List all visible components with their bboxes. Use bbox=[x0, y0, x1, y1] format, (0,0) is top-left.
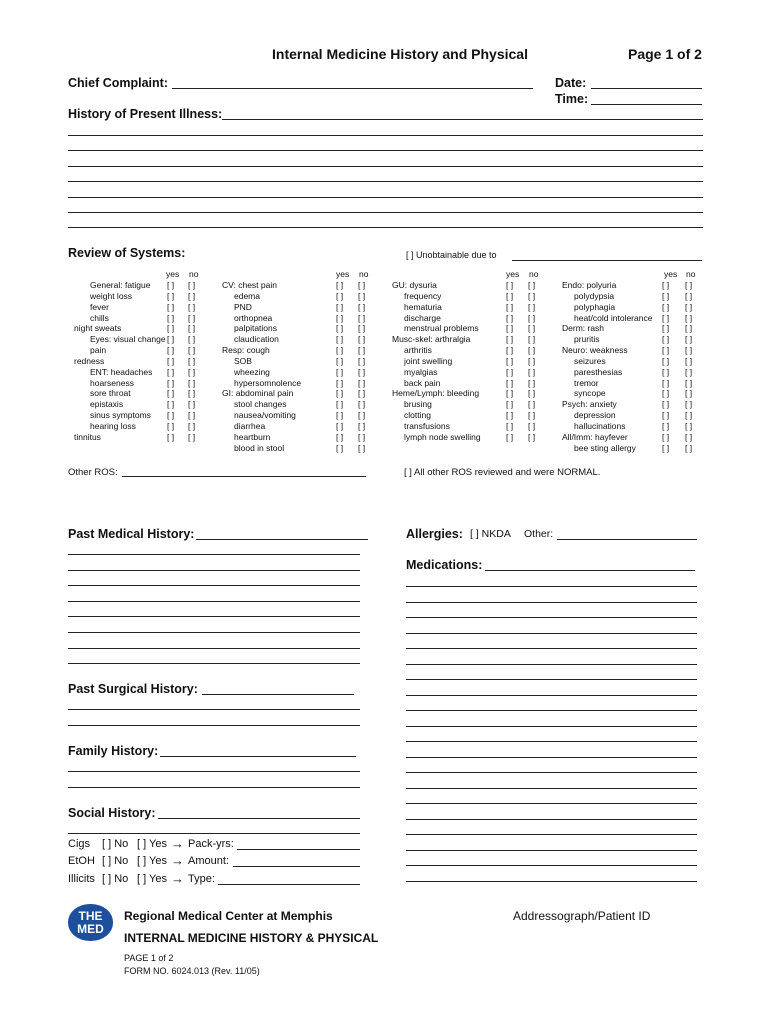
medications-line[interactable] bbox=[406, 819, 697, 820]
arrow-icon: → bbox=[171, 853, 184, 868]
ros-item-label: Heme/Lymph: bleeding bbox=[392, 388, 480, 399]
ros-no-checkbox[interactable]: [ ] bbox=[188, 301, 196, 312]
other-ros-field[interactable] bbox=[122, 476, 366, 477]
ros-item-label: sore throat bbox=[90, 388, 131, 399]
sh-label: Social History: bbox=[68, 806, 156, 820]
medications-line[interactable] bbox=[485, 570, 695, 571]
psh-line[interactable] bbox=[68, 725, 360, 726]
ros-yes-checkbox[interactable]: [ ] bbox=[336, 312, 344, 323]
pmh-line[interactable] bbox=[68, 648, 360, 649]
ros-item-label: pruritis bbox=[574, 334, 600, 345]
ros-item-label: Derm: rash bbox=[562, 323, 605, 334]
ros-yes-checkbox[interactable]: [ ] bbox=[167, 431, 175, 442]
illicits-no-checkbox[interactable]: [ ] No bbox=[102, 873, 129, 885]
ros-no-checkbox[interactable]: [ ] bbox=[528, 410, 536, 421]
fh-label: Family History: bbox=[68, 744, 159, 758]
ros-yes-checkbox[interactable]: [ ] bbox=[506, 420, 514, 431]
ros-no-header: no bbox=[686, 269, 696, 279]
ros-no-checkbox[interactable]: [ ] bbox=[358, 388, 366, 399]
ros-item-label: GU: dysuria bbox=[392, 280, 437, 290]
chief-complaint-field[interactable] bbox=[172, 88, 533, 89]
ros-no-checkbox[interactable]: [ ] bbox=[188, 355, 196, 366]
ros-no-checkbox[interactable]: [ ] bbox=[188, 431, 196, 442]
ros-item-label: redness bbox=[74, 355, 105, 366]
ros-yes-checkbox[interactable]: [ ] bbox=[167, 388, 175, 399]
ros-no-checkbox[interactable]: [ ] bbox=[685, 442, 693, 453]
ros-yes-checkbox[interactable]: [ ] bbox=[167, 312, 175, 323]
ros-item-label: arthritis bbox=[404, 345, 432, 356]
ros-yes-checkbox[interactable]: [ ] bbox=[506, 345, 514, 356]
ros-no-checkbox[interactable]: [ ] bbox=[528, 345, 536, 356]
ros-item-label: palpitations bbox=[234, 323, 278, 334]
ros-item-label: heartburn bbox=[234, 431, 271, 442]
medications-line[interactable] bbox=[406, 865, 697, 866]
form-number: FORM NO. 6024.013 (Rev. 11/05) bbox=[124, 966, 260, 976]
ros-no-checkbox[interactable]: [ ] bbox=[358, 420, 366, 431]
ros-no-checkbox[interactable]: [ ] bbox=[528, 431, 536, 442]
ros-item-label: claudication bbox=[234, 334, 279, 345]
ros-yes-checkbox[interactable]: [ ] bbox=[167, 366, 175, 377]
ros-no-header: no bbox=[529, 269, 539, 279]
footer-form-title: INTERNAL MEDICINE HISTORY & PHYSICAL bbox=[124, 931, 379, 945]
hpi-line[interactable] bbox=[68, 227, 703, 228]
arrow-icon: → bbox=[171, 871, 184, 886]
ros-item-label: hearing loss bbox=[90, 420, 136, 431]
medications-line[interactable] bbox=[406, 741, 697, 742]
ros-no-checkbox[interactable]: [ ] bbox=[685, 323, 693, 334]
ros-no-checkbox[interactable]: [ ] bbox=[188, 420, 196, 431]
allergies-other-field[interactable] bbox=[557, 539, 697, 540]
ros-yes-checkbox[interactable]: [ ] bbox=[167, 399, 175, 410]
ros-item-label: All/Imm: hayfever bbox=[562, 431, 628, 442]
psh-line[interactable] bbox=[202, 694, 354, 695]
ros-item-label: hematuria bbox=[404, 301, 442, 312]
ros-yes-checkbox[interactable]: [ ] bbox=[336, 355, 344, 366]
ros-yes-checkbox[interactable]: [ ] bbox=[662, 301, 670, 312]
ros-yes-checkbox[interactable]: [ ] bbox=[506, 301, 514, 312]
date-field[interactable] bbox=[591, 88, 702, 89]
ros-item-label: hypersomnolence bbox=[234, 377, 302, 388]
ros-item-label: Endo: polyuria bbox=[562, 280, 617, 290]
ros-yes-checkbox[interactable]: [ ] bbox=[167, 301, 175, 312]
medications-line[interactable] bbox=[406, 695, 697, 696]
ros-yes-checkbox[interactable]: [ ] bbox=[506, 334, 514, 345]
ros-item-label: hallucinations bbox=[574, 420, 626, 431]
ros-no-checkbox[interactable]: [ ] bbox=[188, 290, 196, 301]
ros-yes-checkbox[interactable]: [ ] bbox=[336, 334, 344, 345]
ros-item-label: hoarseness bbox=[90, 377, 134, 388]
medications-line[interactable] bbox=[406, 803, 697, 804]
psh-line[interactable] bbox=[68, 709, 360, 710]
allergies-label: Allergies: bbox=[406, 527, 463, 541]
ros-no-checkbox[interactable]: [ ] bbox=[528, 388, 536, 399]
ros-no-checkbox[interactable]: [ ] bbox=[685, 280, 693, 290]
hpi-line[interactable] bbox=[68, 181, 703, 182]
ros-yes-checkbox[interactable]: [ ] bbox=[167, 355, 175, 366]
pmh-line[interactable] bbox=[68, 554, 360, 555]
ros-no-checkbox[interactable]: [ ] bbox=[685, 377, 693, 388]
ros-item-label: General: fatigue bbox=[90, 280, 151, 290]
ros-no-checkbox[interactable]: [ ] bbox=[528, 420, 536, 431]
medications-line[interactable] bbox=[406, 679, 697, 680]
cigs-yes-checkbox[interactable]: [ ] Yes bbox=[137, 838, 167, 850]
ros-no-header: no bbox=[359, 269, 369, 279]
ros-item-label: edema bbox=[234, 290, 260, 301]
ros-no-checkbox[interactable]: [ ] bbox=[685, 388, 693, 399]
ros-yes-checkbox[interactable]: [ ] bbox=[662, 280, 670, 290]
unobtainable-checkbox[interactable]: [ ] Unobtainable due to bbox=[406, 250, 497, 260]
ros-item-label: wheezing bbox=[234, 366, 270, 377]
medications-label: Medications: bbox=[406, 558, 483, 572]
ros-item-label: joint swelling bbox=[404, 355, 453, 366]
medications-line[interactable] bbox=[406, 757, 697, 758]
ros-yes-checkbox[interactable]: [ ] bbox=[662, 355, 670, 366]
allergies-other-label: Other: bbox=[524, 528, 554, 540]
medications-line[interactable] bbox=[406, 633, 697, 634]
ros-yes-checkbox[interactable]: [ ] bbox=[336, 290, 344, 301]
etoh-no-checkbox[interactable]: [ ] No bbox=[102, 855, 129, 867]
ros-yes-checkbox[interactable]: [ ] bbox=[662, 431, 670, 442]
ros-yes-checkbox[interactable]: [ ] bbox=[662, 377, 670, 388]
ros-no-checkbox[interactable]: [ ] bbox=[685, 345, 693, 356]
ros-yes-checkbox[interactable]: [ ] bbox=[336, 431, 344, 442]
ros-item-label: Psych: anxiety bbox=[562, 399, 617, 410]
ros-no-checkbox[interactable]: [ ] bbox=[188, 323, 196, 334]
the-med-logo: THE MED bbox=[68, 904, 113, 941]
ros-item-label: sinus symptoms bbox=[90, 410, 151, 421]
other-ros-label: Other ROS: bbox=[68, 467, 118, 478]
hpi-line[interactable] bbox=[68, 135, 703, 136]
page-indicator: Page 1 of 2 bbox=[628, 46, 702, 62]
ros-no-checkbox[interactable]: [ ] bbox=[358, 312, 366, 323]
ros-yes-checkbox[interactable]: [ ] bbox=[336, 442, 344, 453]
ros-yes-checkbox[interactable]: [ ] bbox=[167, 420, 175, 431]
ros-title: Review of Systems: bbox=[68, 246, 186, 260]
ros-yes-checkbox[interactable]: [ ] bbox=[336, 388, 344, 399]
sh-line[interactable] bbox=[68, 833, 360, 834]
ros-no-checkbox[interactable]: [ ] bbox=[358, 345, 366, 356]
psh-label: Past Surgical History: bbox=[68, 682, 198, 696]
ros-item-label: brusing bbox=[404, 399, 432, 410]
hpi-line[interactable] bbox=[68, 197, 703, 198]
ros-yes-checkbox[interactable]: [ ] bbox=[336, 345, 344, 356]
ros-item-label: back pain bbox=[404, 377, 441, 388]
ros-item-label: myalgias bbox=[404, 366, 438, 377]
ros-no-checkbox[interactable]: [ ] bbox=[528, 290, 536, 301]
ros-item-label: ENT: headaches bbox=[90, 366, 153, 377]
ros-item-label: fever bbox=[90, 301, 109, 312]
ros-yes-checkbox[interactable]: [ ] bbox=[167, 323, 175, 334]
ros-no-checkbox[interactable]: [ ] bbox=[685, 431, 693, 442]
ros-yes-checkbox[interactable]: [ ] bbox=[336, 410, 344, 421]
ros-item-label: stool changes bbox=[234, 399, 287, 410]
medications-line[interactable] bbox=[406, 772, 697, 773]
ros-no-checkbox[interactable]: [ ] bbox=[528, 280, 536, 290]
ros-item-label: blood in stool bbox=[234, 442, 285, 453]
ros-item-label: GI: abdominal pain bbox=[222, 388, 294, 399]
cigs-no-checkbox[interactable]: [ ] No bbox=[102, 838, 129, 850]
ros-item-label: SOB bbox=[234, 355, 252, 366]
ros-yes-checkbox[interactable]: [ ] bbox=[506, 410, 514, 421]
ros-item-label: paresthesias bbox=[574, 366, 623, 377]
ros-no-checkbox[interactable]: [ ] bbox=[358, 442, 366, 453]
ros-no-checkbox[interactable]: [ ] bbox=[358, 355, 366, 366]
ros-yes-checkbox[interactable]: [ ] bbox=[662, 345, 670, 356]
ros-yes-checkbox[interactable]: [ ] bbox=[662, 399, 670, 410]
time-label: Time: bbox=[555, 92, 589, 106]
etoh-label: EtOH bbox=[68, 855, 95, 867]
ros-yes-checkbox[interactable]: [ ] bbox=[506, 312, 514, 323]
sh-line[interactable] bbox=[158, 818, 360, 819]
ros-yes-checkbox[interactable]: [ ] bbox=[662, 312, 670, 323]
ros-item-label: orthopnea bbox=[234, 312, 273, 323]
ros-item-label: lymph node swelling bbox=[404, 431, 481, 442]
ros-item-label: weight loss bbox=[90, 290, 133, 301]
fh-line[interactable] bbox=[160, 756, 356, 757]
illicits-yes-checkbox[interactable]: [ ] Yes bbox=[137, 873, 167, 885]
ros-yes-checkbox[interactable]: [ ] bbox=[662, 290, 670, 301]
ros-no-checkbox[interactable]: [ ] bbox=[188, 345, 196, 356]
ros-item-label: discharge bbox=[404, 312, 441, 323]
ros-no-checkbox[interactable]: [ ] bbox=[188, 366, 196, 377]
unobtainable-field[interactable] bbox=[512, 260, 702, 261]
ros-yes-checkbox[interactable]: [ ] bbox=[662, 442, 670, 453]
footer-page: PAGE 1 of 2 bbox=[124, 953, 174, 963]
ros-yes-checkbox[interactable]: [ ] bbox=[506, 388, 514, 399]
ros-yes-checkbox[interactable]: [ ] bbox=[336, 301, 344, 312]
pmh-line[interactable] bbox=[68, 616, 360, 617]
ros-yes-checkbox[interactable]: [ ] bbox=[506, 431, 514, 442]
pack-yrs-field[interactable] bbox=[237, 849, 360, 850]
patient-id-label: Addressograph/Patient ID bbox=[513, 909, 651, 923]
ros-item-label: epistaxis bbox=[90, 399, 124, 410]
etoh-yes-checkbox[interactable]: [ ] Yes bbox=[137, 855, 167, 867]
date-label: Date: bbox=[555, 76, 587, 90]
ros-no-checkbox[interactable]: [ ] bbox=[358, 431, 366, 442]
ros-yes-header: yes bbox=[664, 269, 678, 279]
chief-complaint-label: Chief Complaint: bbox=[68, 76, 169, 90]
medications-line[interactable] bbox=[406, 834, 697, 835]
org-name: Regional Medical Center at Memphis bbox=[124, 909, 333, 923]
ros-no-checkbox[interactable]: [ ] bbox=[528, 377, 536, 388]
ros-item-label: Musc-skel: arthralgia bbox=[392, 334, 471, 345]
ros-no-header: no bbox=[189, 269, 199, 279]
ros-yes-checkbox[interactable]: [ ] bbox=[167, 290, 175, 301]
ros-no-checkbox[interactable]: [ ] bbox=[528, 301, 536, 312]
ros-yes-checkbox[interactable]: [ ] bbox=[336, 420, 344, 431]
all-normal-checkbox[interactable]: [ ] All other ROS reviewed and were NORMAL. bbox=[404, 467, 601, 478]
illicits-label: Illicits bbox=[68, 873, 95, 885]
medications-line[interactable] bbox=[406, 850, 697, 851]
ros-no-checkbox[interactable]: [ ] bbox=[188, 312, 196, 323]
cigs-label: Cigs bbox=[68, 838, 91, 850]
ros-no-checkbox[interactable]: [ ] bbox=[358, 410, 366, 421]
time-field[interactable] bbox=[591, 104, 702, 105]
medications-line[interactable] bbox=[406, 788, 697, 789]
ros-yes-checkbox[interactable]: [ ] bbox=[506, 323, 514, 334]
ros-no-checkbox[interactable]: [ ] bbox=[358, 301, 366, 312]
ros-item-label: tremor bbox=[574, 377, 599, 388]
ros-item-label: Eyes: visual change bbox=[90, 334, 166, 345]
ros-item-label: Neuro: weakness bbox=[562, 345, 628, 356]
ros-no-checkbox[interactable]: [ ] bbox=[188, 388, 196, 399]
ros-item-label: polyphagia bbox=[574, 301, 616, 312]
pmh-line[interactable] bbox=[68, 632, 360, 633]
ros-yes-checkbox[interactable]: [ ] bbox=[167, 280, 175, 290]
ros-yes-checkbox[interactable]: [ ] bbox=[336, 280, 344, 290]
ros-yes-checkbox[interactable]: [ ] bbox=[662, 410, 670, 421]
ros-yes-checkbox[interactable]: [ ] bbox=[662, 420, 670, 431]
ros-no-checkbox[interactable]: [ ] bbox=[528, 323, 536, 334]
arrow-icon: → bbox=[171, 836, 184, 851]
ros-no-checkbox[interactable]: [ ] bbox=[685, 301, 693, 312]
medications-line[interactable] bbox=[406, 586, 697, 587]
ros-yes-checkbox[interactable]: [ ] bbox=[662, 366, 670, 377]
ros-yes-header: yes bbox=[506, 269, 520, 279]
ros-item-label: bee sting allergy bbox=[574, 442, 636, 453]
ros-no-checkbox[interactable]: [ ] bbox=[188, 410, 196, 421]
ros-yes-checkbox[interactable]: [ ] bbox=[167, 410, 175, 421]
medications-line[interactable] bbox=[406, 881, 697, 882]
pmh-line[interactable] bbox=[68, 601, 360, 602]
ros-item-label: syncope bbox=[574, 388, 606, 399]
ros-no-checkbox[interactable]: [ ] bbox=[358, 323, 366, 334]
ros-yes-checkbox[interactable]: [ ] bbox=[336, 366, 344, 377]
ros-yes-checkbox[interactable]: [ ] bbox=[167, 334, 175, 345]
ros-item-label: transfusions bbox=[404, 420, 450, 431]
ros-no-checkbox[interactable]: [ ] bbox=[685, 290, 693, 301]
ros-no-checkbox[interactable]: [ ] bbox=[528, 366, 536, 377]
ros-yes-checkbox[interactable]: [ ] bbox=[506, 355, 514, 366]
medications-line[interactable] bbox=[406, 648, 697, 649]
ros-no-checkbox[interactable]: [ ] bbox=[188, 377, 196, 388]
ros-item-label: nausea/vomiting bbox=[234, 410, 296, 421]
ros-yes-header: yes bbox=[166, 269, 180, 279]
ros-item-label: chills bbox=[90, 312, 109, 323]
ros-yes-header: yes bbox=[336, 269, 350, 279]
ros-yes-checkbox[interactable]: [ ] bbox=[336, 399, 344, 410]
ros-item-label: Resp: cough bbox=[222, 345, 270, 356]
hpi-line[interactable] bbox=[68, 212, 703, 213]
ros-item-label: heat/cold intolerance bbox=[574, 312, 653, 323]
ros-no-checkbox[interactable]: [ ] bbox=[358, 334, 366, 345]
ros-no-checkbox[interactable]: [ ] bbox=[188, 280, 196, 290]
ros-item-label: diarrhea bbox=[234, 420, 266, 431]
pmh-line[interactable] bbox=[68, 663, 360, 664]
medications-line[interactable] bbox=[406, 664, 697, 665]
ros-yes-checkbox[interactable]: [ ] bbox=[167, 345, 175, 356]
ros-no-checkbox[interactable]: [ ] bbox=[685, 334, 693, 345]
type-label: Type: bbox=[188, 873, 215, 885]
nkda-checkbox[interactable]: [ ] NKDA bbox=[470, 528, 511, 540]
ros-no-checkbox[interactable]: [ ] bbox=[358, 280, 366, 290]
ros-item-label: menstrual problems bbox=[404, 323, 479, 334]
form-title: Internal Medicine History and Physical bbox=[272, 46, 528, 62]
ros-item-label: pain bbox=[90, 345, 107, 356]
ros-yes-checkbox[interactable]: [ ] bbox=[336, 323, 344, 334]
ros-item-label: night sweats bbox=[74, 323, 122, 334]
ros-no-checkbox[interactable]: [ ] bbox=[528, 312, 536, 323]
amount-label: Amount: bbox=[188, 855, 229, 867]
ros-yes-checkbox[interactable]: [ ] bbox=[506, 280, 514, 290]
ros-no-checkbox[interactable]: [ ] bbox=[685, 366, 693, 377]
ros-no-checkbox[interactable]: [ ] bbox=[188, 399, 196, 410]
pmh-line[interactable] bbox=[196, 539, 368, 540]
pmh-line[interactable] bbox=[68, 585, 360, 586]
ros-yes-checkbox[interactable]: [ ] bbox=[506, 377, 514, 388]
medications-line[interactable] bbox=[406, 710, 697, 711]
ros-item-label: polydypsia bbox=[574, 290, 615, 301]
ros-item-label: depression bbox=[574, 410, 616, 421]
ros-yes-checkbox[interactable]: [ ] bbox=[506, 290, 514, 301]
ros-no-checkbox[interactable]: [ ] bbox=[528, 334, 536, 345]
ros-item-label: frequency bbox=[404, 290, 442, 301]
ros-no-checkbox[interactable]: [ ] bbox=[358, 290, 366, 301]
medications-line[interactable] bbox=[406, 602, 697, 603]
ros-no-checkbox[interactable]: [ ] bbox=[528, 355, 536, 366]
pack-yrs-label: Pack-yrs: bbox=[188, 838, 234, 850]
ros-no-checkbox[interactable]: [ ] bbox=[358, 377, 366, 388]
fh-line[interactable] bbox=[68, 787, 360, 788]
ros-yes-checkbox[interactable]: [ ] bbox=[506, 399, 514, 410]
ros-no-checkbox[interactable]: [ ] bbox=[528, 399, 536, 410]
amount-field[interactable] bbox=[233, 866, 360, 867]
ros-no-checkbox[interactable]: [ ] bbox=[358, 366, 366, 377]
ros-item-label: seizures bbox=[574, 355, 606, 366]
ros-yes-checkbox[interactable]: [ ] bbox=[662, 334, 670, 345]
hpi-line[interactable] bbox=[68, 150, 703, 151]
medications-line[interactable] bbox=[406, 726, 697, 727]
ros-yes-checkbox[interactable]: [ ] bbox=[662, 323, 670, 334]
ros-yes-checkbox[interactable]: [ ] bbox=[506, 366, 514, 377]
ros-item-label: CV: chest pain bbox=[222, 280, 277, 290]
ros-no-checkbox[interactable]: [ ] bbox=[685, 399, 693, 410]
pmh-line[interactable] bbox=[68, 570, 360, 571]
fh-line[interactable] bbox=[68, 771, 360, 772]
hpi-line[interactable] bbox=[222, 119, 703, 120]
ros-item-label: tinnitus bbox=[74, 431, 101, 442]
type-field[interactable] bbox=[218, 884, 360, 885]
hpi-line[interactable] bbox=[68, 166, 703, 167]
ros-yes-checkbox[interactable]: [ ] bbox=[662, 388, 670, 399]
ros-no-checkbox[interactable]: [ ] bbox=[188, 334, 196, 345]
hpi-label: History of Present Illness: bbox=[68, 107, 223, 121]
ros-item-label: PND bbox=[234, 301, 252, 312]
ros-item-label: clotting bbox=[404, 410, 431, 421]
ros-yes-checkbox[interactable]: [ ] bbox=[167, 377, 175, 388]
ros-no-checkbox[interactable]: [ ] bbox=[358, 399, 366, 410]
ros-no-checkbox[interactable]: [ ] bbox=[685, 355, 693, 366]
ros-no-checkbox[interactable]: [ ] bbox=[685, 410, 693, 421]
ros-yes-checkbox[interactable]: [ ] bbox=[336, 377, 344, 388]
ros-no-checkbox[interactable]: [ ] bbox=[685, 420, 693, 431]
ros-no-checkbox[interactable]: [ ] bbox=[685, 312, 693, 323]
pmh-label: Past Medical History: bbox=[68, 527, 195, 541]
medications-line[interactable] bbox=[406, 617, 697, 618]
